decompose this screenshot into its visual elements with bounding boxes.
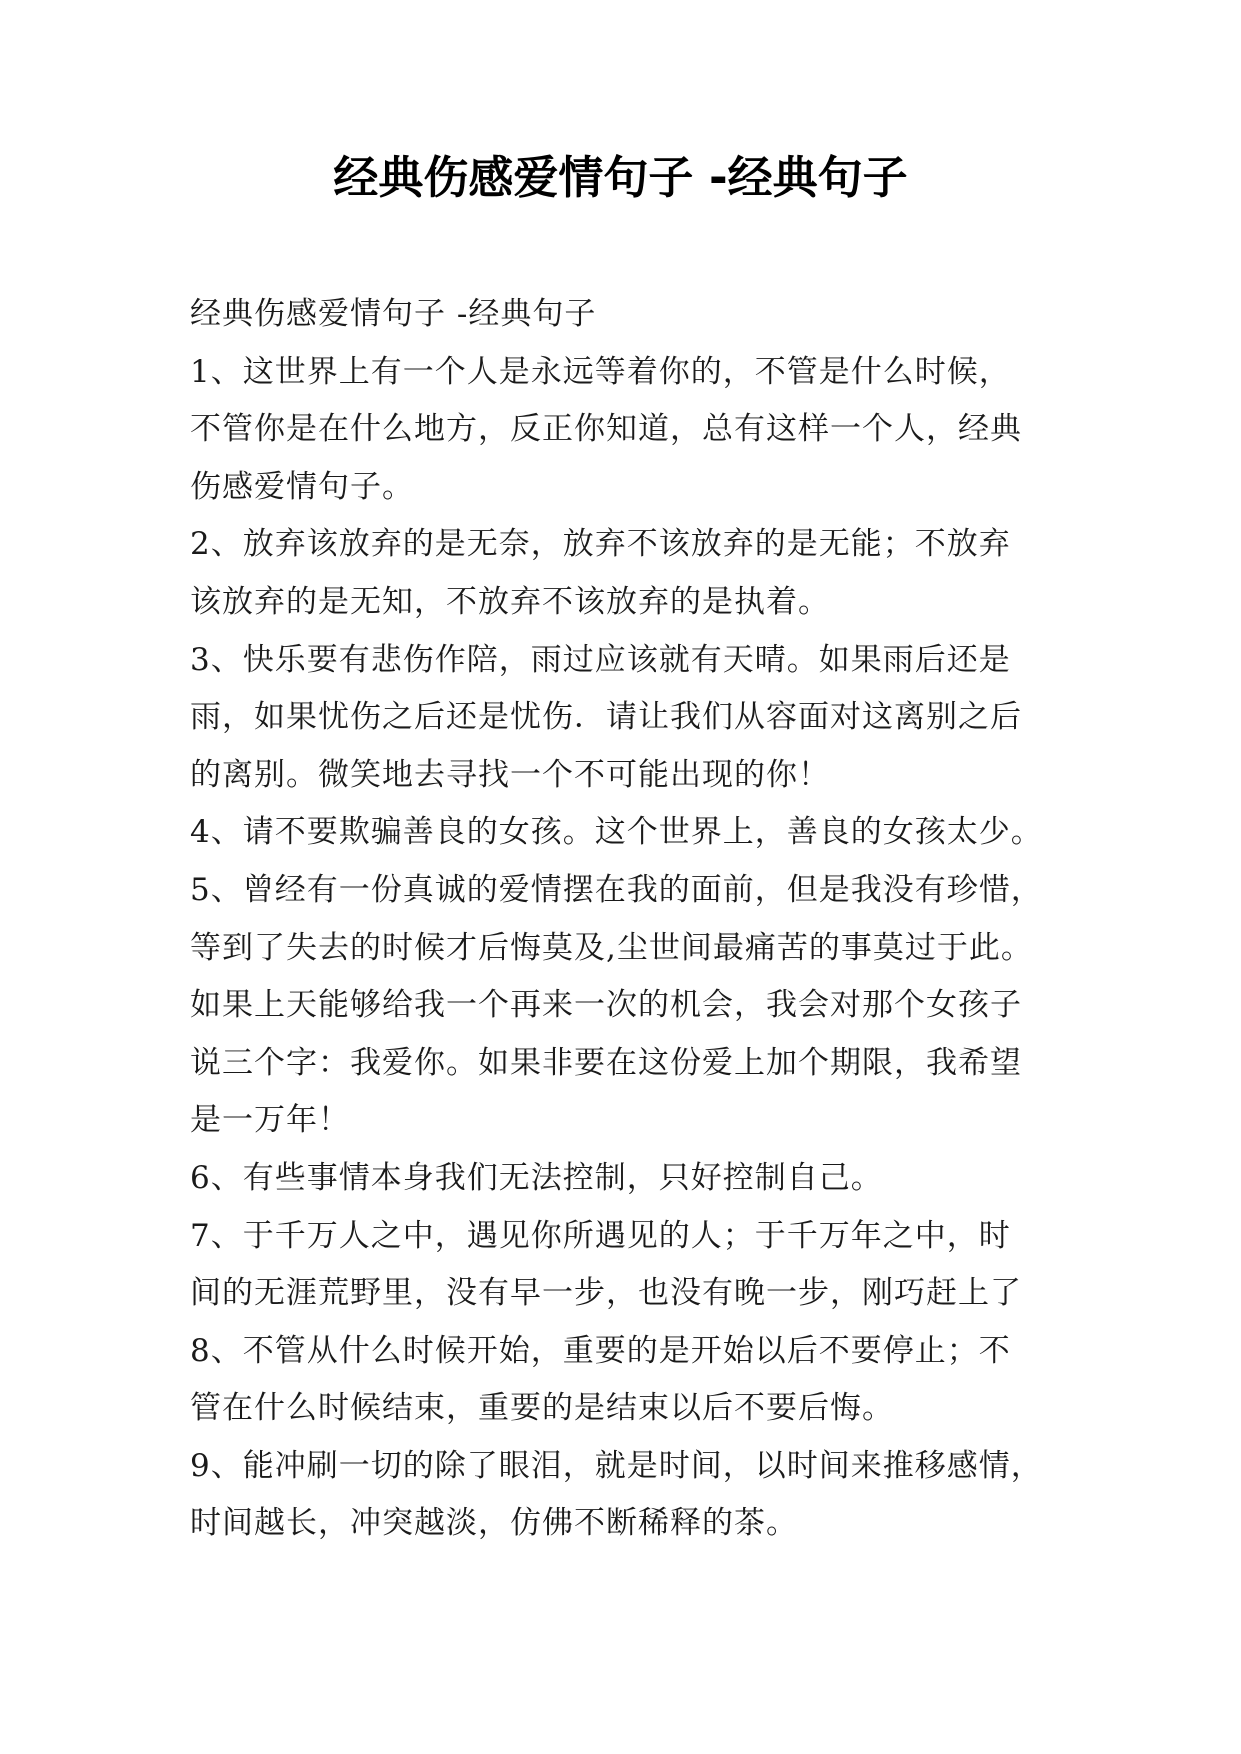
text-line: 2、放弃该放弃的是无奈，放弃不该放弃的是无能；不放弃 — [190, 526, 1011, 563]
text-line: 该放弃的是无知，不放弃不该放弃的是执着。 — [190, 583, 830, 620]
text-line: 雨，如果忧伤之后还是忧伤．请让我们从容面对这离别之后 — [190, 699, 1022, 736]
text-line: 6、有些事情本身我们无法控制，只好控制自己。 — [190, 1159, 883, 1196]
text-line: 说三个字：我爱你。如果非要在这份爱上加个期限，我希望 — [190, 1044, 1022, 1081]
subtitle-line: 经典伤感爱情句子 -经典句子 — [190, 296, 597, 332]
text-line: 9、能冲刷一切的除了眼泪，就是时间，以时间来推移感情， — [190, 1447, 1043, 1484]
text-line: 不管你是在什么地方，反正你知道，总有这样一个人，经典 — [190, 411, 1022, 448]
text-line: 伤感爱情句子。 — [190, 468, 414, 505]
page-title: 经典伤感爱情句子 -经典句子 — [333, 151, 908, 204]
text-line: 1、这世界上有一个人是永远等着你的，不管是什么时候， — [190, 353, 1011, 390]
text-line: 5、曾经有一份真诚的爱情摆在我的面前，但是我没有珍惜， — [190, 871, 1043, 908]
text-line: 是一万年！ — [190, 1102, 350, 1139]
text-line: 间的无涯荒野里，没有早一步，也没有晚一步，刚巧赶上了 — [190, 1275, 1022, 1312]
text-line: 管在什么时候结束，重要的是结束以后不要后悔。 — [190, 1390, 894, 1427]
text-line: 7、于千万人之中，遇见你所遇见的人；于千万年之中，时 — [190, 1217, 1011, 1254]
text-line: 3、快乐要有悲伤作陪，雨过应该就有天晴。如果雨后还是 — [190, 641, 1011, 678]
text-line: 等到了失去的时候才后悔莫及,尘世间最痛苦的事莫过于此。 — [190, 929, 1033, 966]
text-line: 8、不管从什么时候开始，重要的是开始以后不要停止；不 — [190, 1332, 1011, 1369]
document-body — [190, 286, 1070, 1553]
text-line: 4、请不要欺骗善良的女孩。这个世界上，善良的女孩太少。 — [190, 814, 1043, 851]
text-line: 时间越长，冲突越淡，仿佛不断稀释的茶。 — [190, 1505, 798, 1542]
text-line: 的离别。微笑地去寻找一个不可能出现的你！ — [190, 756, 830, 793]
text-line: 如果上天能够给我一个再来一次的机会，我会对那个女孩子 — [190, 987, 1022, 1024]
